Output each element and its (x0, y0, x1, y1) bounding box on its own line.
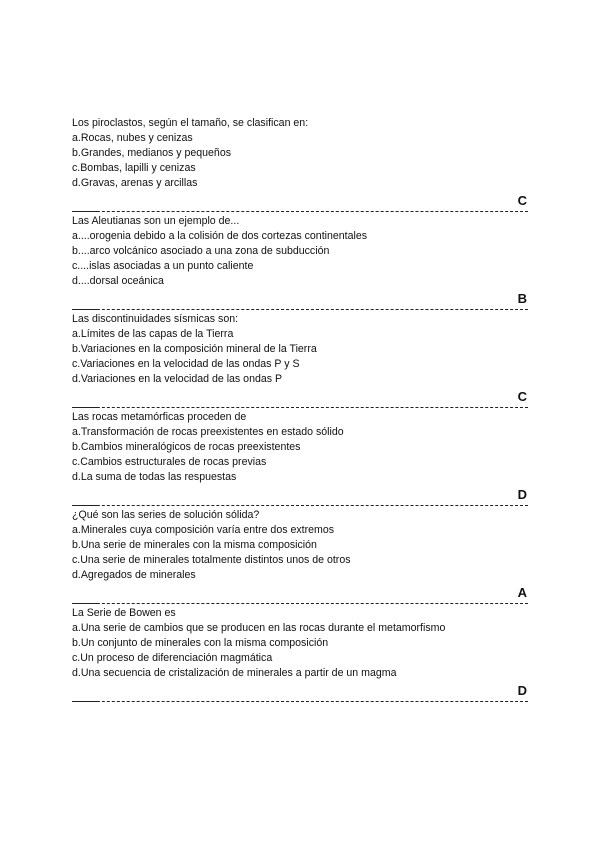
answer-letter: D (517, 487, 527, 502)
question-block (72, 116, 528, 212)
option-c: c.Un proceso de diferenciación magmática (72, 652, 273, 664)
option-d: d.Agregados de minerales (72, 569, 196, 581)
option-c: c.Bombas, lapilli y cenizas (72, 162, 196, 174)
answer-letter: B (517, 291, 527, 306)
option-b: b.Grandes, medianos y pequeños (72, 147, 232, 159)
quiz-document (72, 116, 528, 704)
question-block (72, 410, 528, 506)
option-a: a.Una serie de cambios que se producen en las rocas durante el metamorfismo (72, 622, 446, 634)
option-b: b....arco volcánico asociado a una zona de subducción (72, 245, 330, 257)
question-block (72, 214, 528, 310)
divider-line (72, 603, 528, 604)
option-c: c.Variaciones en la velocidad de las ondas P y S (72, 358, 300, 370)
answer-letter: A (517, 585, 527, 600)
option-a: a.Transformación de rocas preexistentes en estado sólido (72, 426, 344, 438)
option-a: a.Minerales cuya composición varía entre dos extremos (72, 524, 335, 536)
question-text: ¿Qué son las series de solución sólida? (72, 509, 260, 521)
option-d: d.Una secuencia de cristalización de minerales a partir de un magma (72, 667, 397, 679)
answer-letter: D (517, 683, 527, 698)
answer-letter: C (517, 193, 527, 208)
option-a: a.Límites de las capas de la Tierra (72, 328, 234, 340)
option-d: d.La suma de todas las respuestas (72, 471, 237, 483)
question-text: Las Aleutianas son un ejemplo de... (72, 215, 240, 227)
option-b: b.Cambios mineralógicos de rocas preexistentes (72, 441, 301, 453)
question-text: Las discontinuidades sísmicas son: (72, 313, 239, 325)
option-c: c....islas asociadas a un punto caliente (72, 260, 254, 272)
question-block (72, 508, 528, 604)
option-b: b.Variaciones en la composición mineral de la Tierra (72, 343, 317, 355)
option-b: b.Una serie de minerales con la misma composición (72, 539, 317, 551)
question-text: Las rocas metamórficas proceden de (72, 411, 247, 423)
option-c: c.Cambios estructurales de rocas previas (72, 456, 267, 468)
option-a: a.Rocas, nubes y cenizas (72, 132, 193, 144)
option-a: a....orogenia debido a la colisión de dos cortezas continentales (72, 230, 368, 242)
divider-line (72, 407, 528, 408)
question-text: La Serie de Bowen es (72, 607, 176, 619)
option-b: b.Un conjunto de minerales con la misma composición (72, 637, 329, 649)
option-d: d....dorsal oceánica (72, 275, 164, 287)
divider-line (72, 505, 528, 506)
divider-line (72, 309, 528, 310)
option-d: d.Gravas, arenas y arcillas (72, 177, 198, 189)
question-block (72, 606, 528, 702)
question-block (72, 312, 528, 408)
divider-line (72, 701, 528, 702)
option-c: c.Una serie de minerales totalmente distintos unos de otros (72, 554, 351, 566)
divider-line (72, 211, 528, 212)
option-d: d.Variaciones en la velocidad de las ondas P (72, 373, 283, 385)
answer-letter: C (517, 389, 527, 404)
question-text: Los piroclastos, según el tamaño, se clasifican en: (72, 117, 309, 129)
